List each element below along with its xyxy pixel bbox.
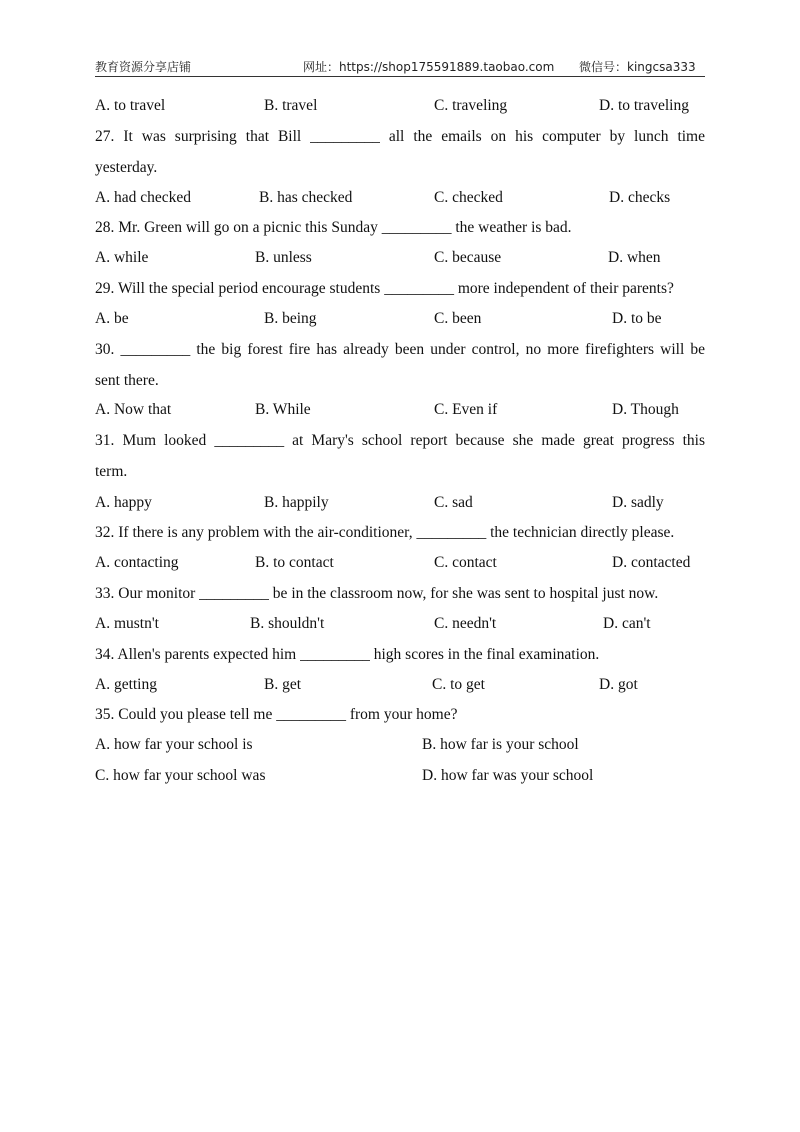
q30-option-c: C. Even if: [434, 401, 498, 418]
q31-question-line1: 31. Mum looked _________ at Mary's school report because she made great progress this: [95, 432, 705, 449]
q27-option-a: A. had checked: [95, 189, 191, 206]
q33-option-c: C. needn't: [434, 615, 497, 632]
header-url: 网址：https://shop175591889.taobao.com: [303, 60, 555, 74]
q33-option-a: A. mustn't: [95, 615, 159, 632]
q33-option-b: B. shouldn't: [250, 615, 325, 632]
q34-option-d: D. got: [599, 676, 638, 693]
q26-option-a: A. to travel: [95, 97, 166, 114]
q33-question: 33. Our monitor _________ be in the classroom now, for she was sent to hospital just now.: [95, 585, 659, 602]
page-header: [95, 56, 705, 77]
header-wechat: 微信号：kingcsa333: [579, 60, 696, 74]
q34-option-b: B. get: [264, 676, 302, 693]
q28-option-c: C. because: [434, 249, 502, 266]
q27-option-c: C. checked: [434, 189, 503, 206]
q29-option-b: B. being: [264, 310, 317, 327]
q31-option-c: C. sad: [434, 494, 473, 511]
q35-option-c: C. how far your school was: [95, 767, 266, 784]
q35-question: 35. Could you please tell me _________ from your home?: [95, 706, 458, 723]
q34-option-c: C. to get: [432, 676, 485, 693]
q26-option-c: C. traveling: [434, 97, 508, 114]
q29-option-c: C. been: [434, 310, 482, 327]
q31-option-a: A. happy: [95, 494, 152, 511]
q32-option-d: D. contacted: [612, 554, 691, 571]
q29-question: 29. Will the special period encourage students _________ more independent of their parents?: [95, 280, 674, 297]
q35-option-b: B. how far is your school: [422, 736, 579, 753]
q31-option-d: D. sadly: [612, 494, 664, 511]
q26-option-d: D. to traveling: [599, 97, 689, 114]
q28-option-a: A. while: [95, 249, 149, 266]
q29-option-d: D. to be: [612, 310, 662, 327]
q30-option-b: B. While: [255, 401, 311, 418]
q32-question: 32. If there is any problem with the air-conditioner, _________ the technician directly please.: [95, 524, 675, 541]
q28-question: 28. Mr. Green will go on a picnic this Sunday _________ the weather is bad.: [95, 219, 572, 236]
q32-option-b: B. to contact: [255, 554, 334, 571]
q35-option-a: A. how far your school is: [95, 736, 253, 753]
q32-option-a: A. contacting: [95, 554, 179, 571]
q28-option-d: D. when: [608, 249, 661, 266]
q31-question-line2: term.: [95, 463, 128, 480]
q28-option-b: B. unless: [255, 249, 312, 266]
q32-option-c: C. contact: [434, 554, 497, 571]
q27-option-b: B. has checked: [259, 189, 353, 206]
q27-question-line2: yesterday.: [95, 159, 158, 176]
q30-question-line2: sent there.: [95, 372, 159, 389]
header-shop-name: 教育资源分享店铺: [95, 60, 192, 74]
q30-question-line1: 30. _________ the big forest fire has already been under control, no more firefighters will be: [95, 341, 705, 358]
q30-option-d: D. Though: [612, 401, 679, 418]
q27-option-d: D. checks: [609, 189, 671, 206]
q26-option-b: B. travel: [264, 97, 318, 114]
q31-option-b: B. happily: [264, 494, 329, 511]
q29-option-a: A. be: [95, 310, 129, 327]
q35-option-d: D. how far was your school: [422, 767, 594, 784]
q34-question: 34. Allen's parents expected him _________ high scores in the final examination.: [95, 646, 600, 663]
q34-option-a: A. getting: [95, 676, 157, 693]
q33-option-d: D. can't: [603, 615, 651, 632]
q30-option-a: A. Now that: [95, 401, 172, 418]
q27-question-line1: 27. It was surprising that Bill _________ all the emails on his computer by lunch time: [95, 128, 705, 145]
